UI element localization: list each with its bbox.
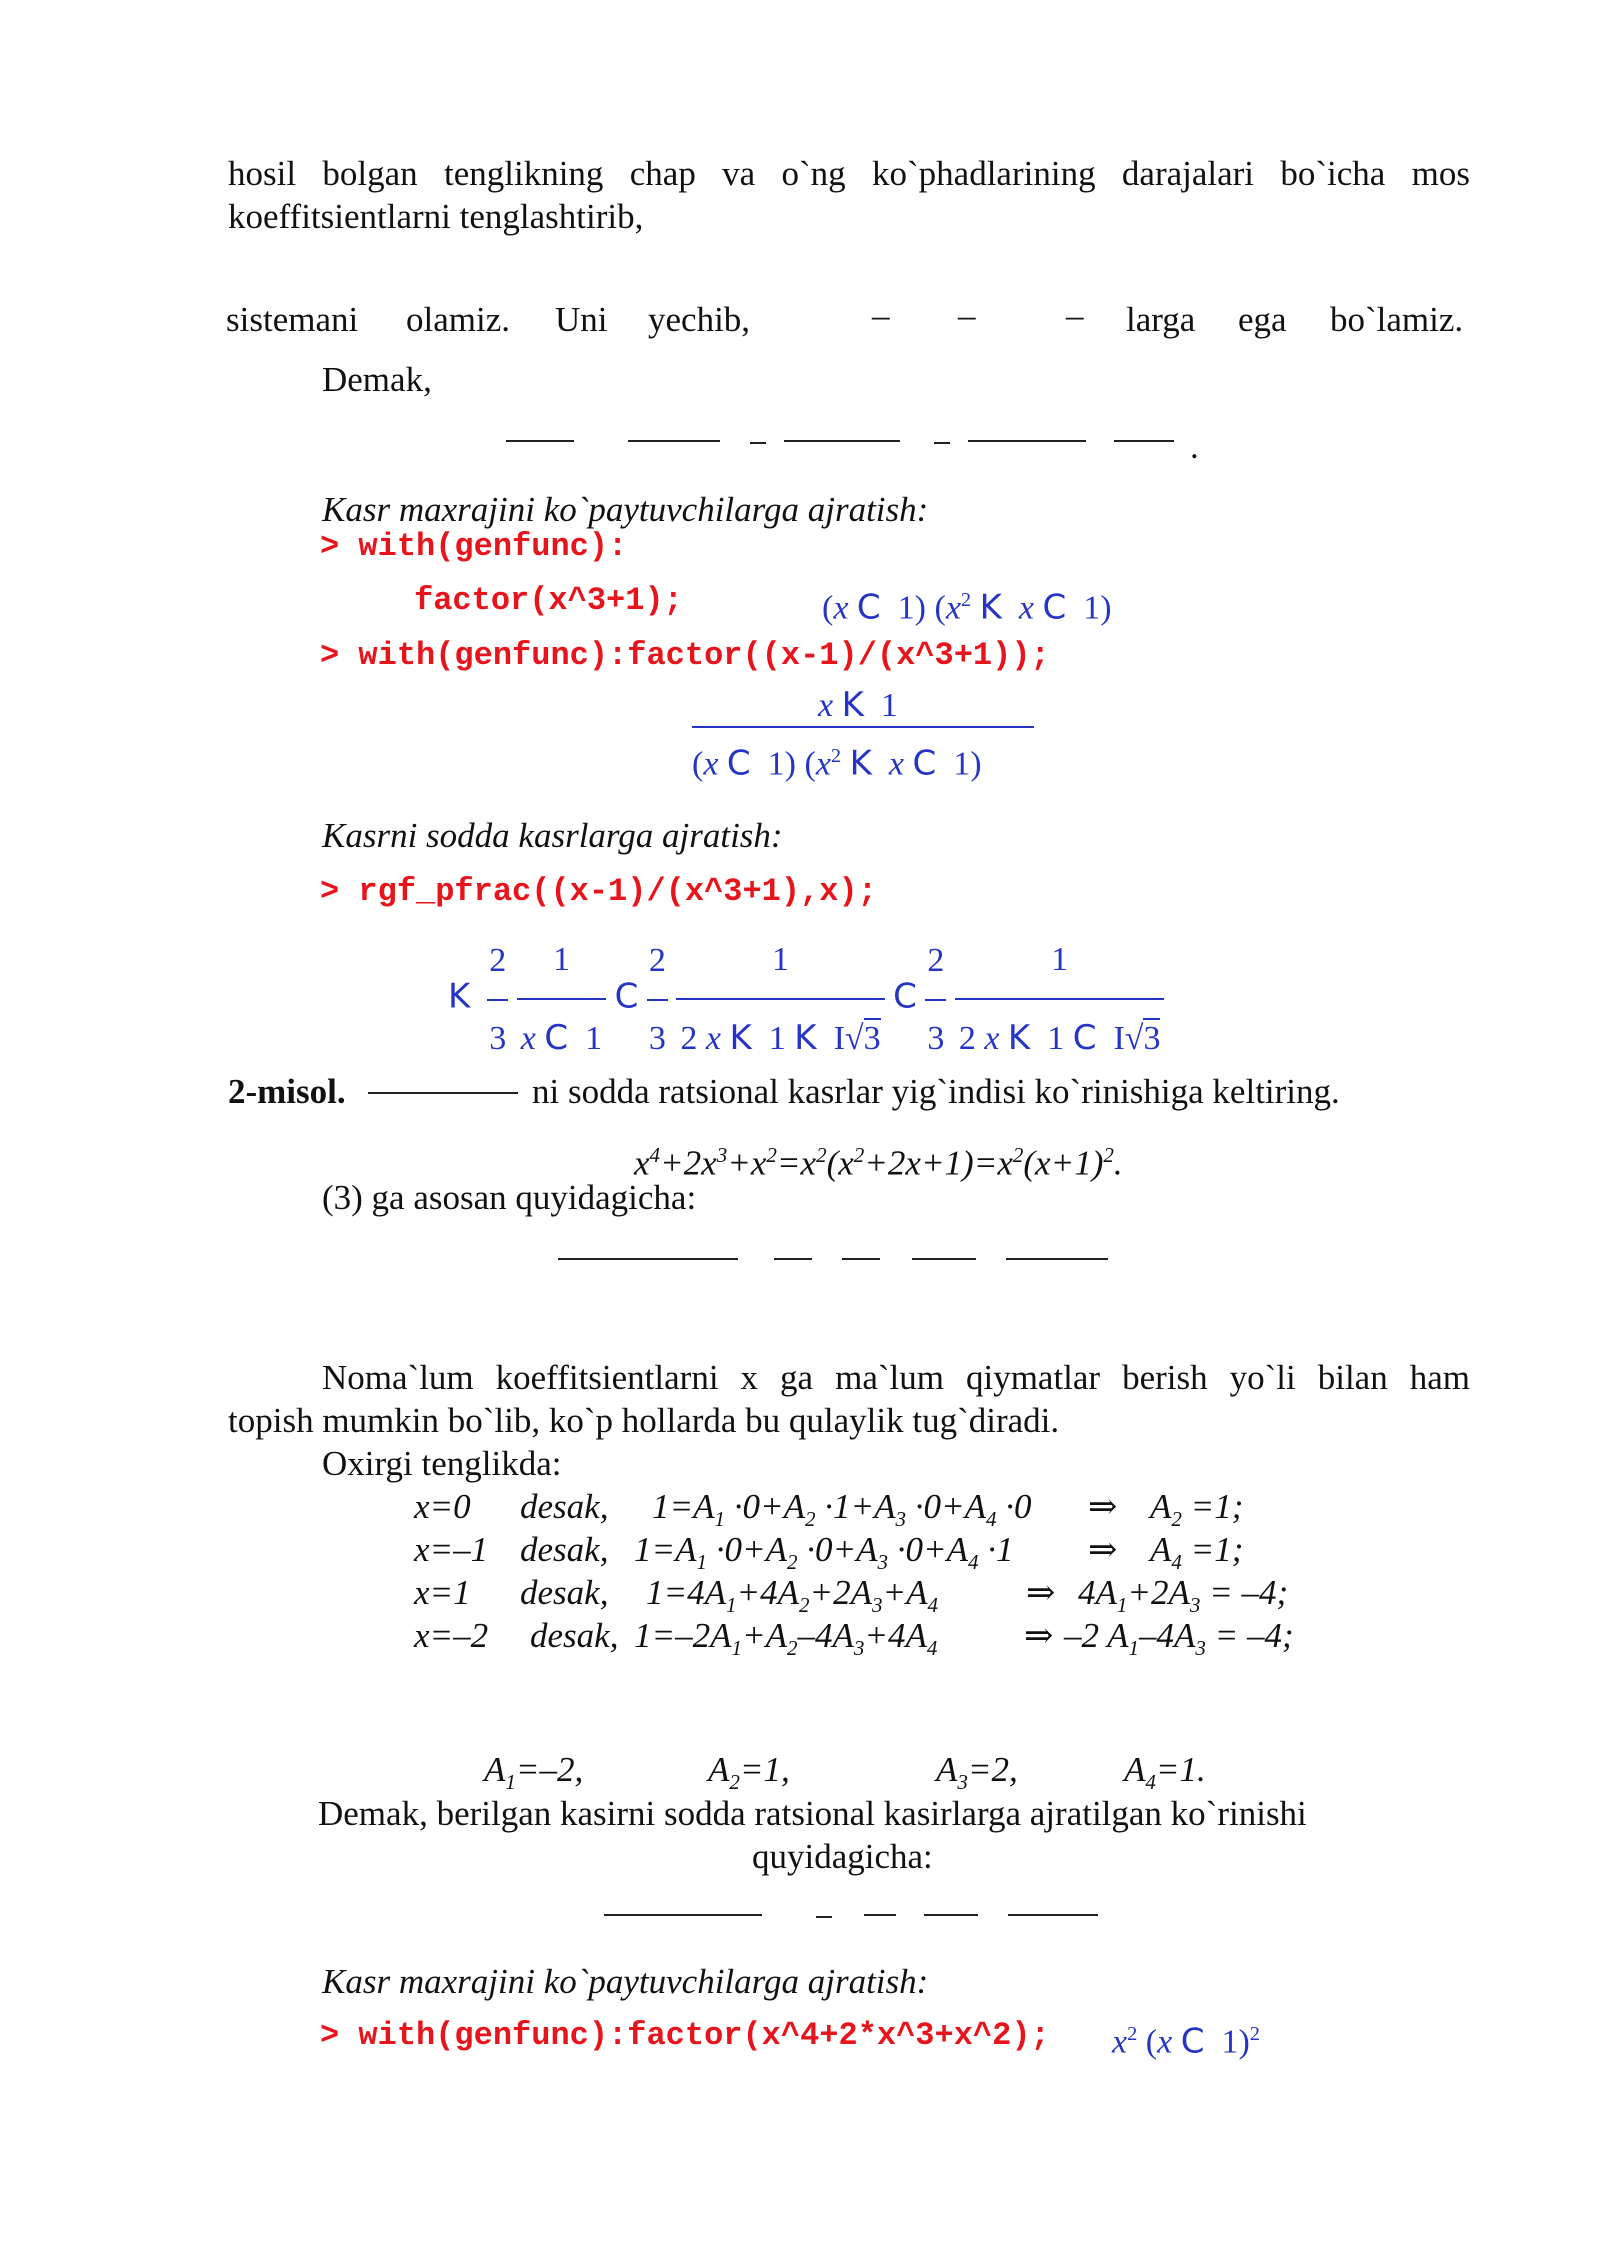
- maple-output-denominator: (x C 1) ($x^2$ K x C 1): [692, 743, 982, 784]
- case-x: x=–2: [414, 1616, 489, 1655]
- fraction-bar: [750, 442, 766, 444]
- fraction-bar: [774, 1258, 812, 1260]
- text-word: sistemani: [226, 300, 359, 339]
- text-word: bo`lamiz.: [1330, 300, 1464, 339]
- section-heading: Kasr maxrajini ko`paytuvchilarga ajratish:: [322, 1962, 929, 2001]
- case-result: $A_4 =1$;: [1150, 1530, 1244, 1574]
- section-heading: Kasrni sodda kasrlarga ajratish:: [322, 816, 783, 855]
- example-label: 2-misol.: [228, 1072, 346, 1111]
- fraction-bar: [604, 1914, 762, 1916]
- maple-command: > with(genfunc):: [320, 528, 628, 565]
- fraction-bar: [912, 1258, 976, 1260]
- fraction-bar: [784, 440, 900, 442]
- paragraph-line: Noma`lum koeffitsientlarni x ga ma`lum qiymatlar berish yo`li bilan ham: [322, 1358, 1470, 1397]
- period: .: [1190, 427, 1199, 466]
- fraction-bar: [816, 1916, 832, 1918]
- case-desak: desak,: [520, 1530, 609, 1569]
- implies-symbol: ⇒: [1088, 1487, 1118, 1526]
- fraction-bar: [368, 1092, 518, 1094]
- maple-output: (x C 1) ($x^2$ K x C 1): [822, 587, 1112, 628]
- paragraph-line: topish mumkin bo`lib, ko`p hollarda bu qulaylik tug`diradi.: [228, 1401, 1060, 1440]
- case-equation: $1=A_1 \cdot 0+A_2 \cdot 0+A_3 \cdot 0+A_4 \cdot 1$: [634, 1530, 1014, 1574]
- paragraph-line: (3) ga asosan quyidagicha:: [322, 1178, 697, 1217]
- case-result: –2 $A_1-4A_3 = -4$;: [1064, 1616, 1294, 1660]
- maple-command: > rgf_pfrac((x-1)/(x^3+1),x);: [320, 873, 877, 910]
- coefficient-value: $A_3=2$,: [936, 1750, 1018, 1794]
- fraction-bar: [1008, 1914, 1098, 1916]
- fraction-bar: [924, 1914, 978, 1916]
- paragraph-line: Demak, berilgan kasirni sodda ratsional kasirlarga ajratilgan ko`rinishi: [318, 1794, 1307, 1833]
- paragraph-line: koeffitsientlarni tenglashtirib,: [228, 197, 644, 236]
- text-word: larga: [1126, 300, 1196, 339]
- paragraph-line: Oxirgi tenglikda:: [322, 1444, 562, 1483]
- case-equation: $1=A_1 \cdot 0+A_2 \cdot 1+A_3 \cdot 0+A_4 \cdot 0$: [652, 1487, 1032, 1531]
- case-x: x=0: [414, 1487, 471, 1526]
- implies-symbol: ⇒: [1088, 1530, 1118, 1569]
- equation: $x^4+2x^3+x^2=x^2(x^2+2x+1)=x^2(x+1)^2$.: [634, 1143, 1123, 1183]
- implies-symbol: ⇒: [1026, 1573, 1056, 1612]
- paragraph-line: quyidagicha:: [752, 1837, 933, 1876]
- section-heading: Kasr maxrajini ko`paytuvchilarga ajratish:: [322, 490, 929, 529]
- paragraph-line: hosil bolgan tenglikning chap va o`ng ko`phadlarining darajalari bo`icha mos: [228, 154, 1470, 193]
- fraction-bar: [558, 1258, 738, 1260]
- case-x: x=1: [414, 1573, 471, 1612]
- case-result: $A_2 =1$;: [1150, 1487, 1244, 1531]
- maple-output: $x^2$ (x C 1)$^2$: [1112, 2021, 1260, 2062]
- text-word: Uni: [555, 300, 608, 339]
- fraction-bar: [692, 726, 1034, 728]
- example-text: ni sodda ratsional kasrlar yig`indisi ko`rinishiga keltiring.: [532, 1072, 1340, 1111]
- coefficient-value: $A_2=1$,: [708, 1750, 790, 1794]
- case-desak: desak,: [520, 1573, 609, 1612]
- case-equation: $1=-2A_1+A_2-4A_3+4A_4$: [634, 1616, 938, 1660]
- dash-placeholder: –: [1066, 296, 1084, 335]
- fraction-bar: [864, 1914, 896, 1916]
- dash-placeholder: –: [958, 296, 976, 335]
- text-word: yechib,: [648, 300, 751, 339]
- fraction-bar: [1006, 1258, 1108, 1260]
- case-desak: desak,: [530, 1616, 619, 1655]
- paragraph-line: Demak,: [322, 360, 432, 399]
- text-word: ega: [1238, 300, 1287, 339]
- coefficient-value: $A_1=-2$,: [484, 1750, 584, 1794]
- maple-command: > with(genfunc):factor(x^4+2*x^3+x^2);: [320, 2017, 1050, 2054]
- dash-placeholder: –: [872, 296, 890, 335]
- coefficient-value: $A_4=1$.: [1124, 1750, 1206, 1794]
- text-word: olamiz.: [406, 300, 510, 339]
- maple-command: factor(x^3+1);: [414, 582, 683, 619]
- fraction-bar: [968, 440, 1086, 442]
- maple-output-numerator: x K 1: [818, 685, 898, 725]
- case-equation: $1=4A_1+4A_2+2A_3+A_4$: [646, 1573, 938, 1617]
- case-x: x=–1: [414, 1530, 489, 1569]
- maple-output-partial-fractions: K $\frac{2}{3}$ $\frac{1}{\text{x C 1}}$ C $\frac{2}{3}$ $\frac{1}{\text{2 x K 1 K I√3}}$ C $\frac{2}{3}$ $\frac{1}{\text{2 x K 1 C I√3}}$: [448, 922, 1164, 1012]
- fraction-bar: [506, 440, 574, 442]
- fraction-bar: [628, 440, 720, 442]
- fraction-bar: [934, 442, 950, 444]
- case-result: $4A_1+2A_3 = -4$;: [1078, 1573, 1289, 1617]
- fraction-bar: [1114, 440, 1174, 442]
- case-desak: desak,: [520, 1487, 609, 1526]
- implies-symbol: ⇒: [1024, 1616, 1054, 1655]
- maple-command: > with(genfunc):factor((x-1)/(x^3+1));: [320, 637, 1050, 674]
- fraction-bar: [842, 1258, 880, 1260]
